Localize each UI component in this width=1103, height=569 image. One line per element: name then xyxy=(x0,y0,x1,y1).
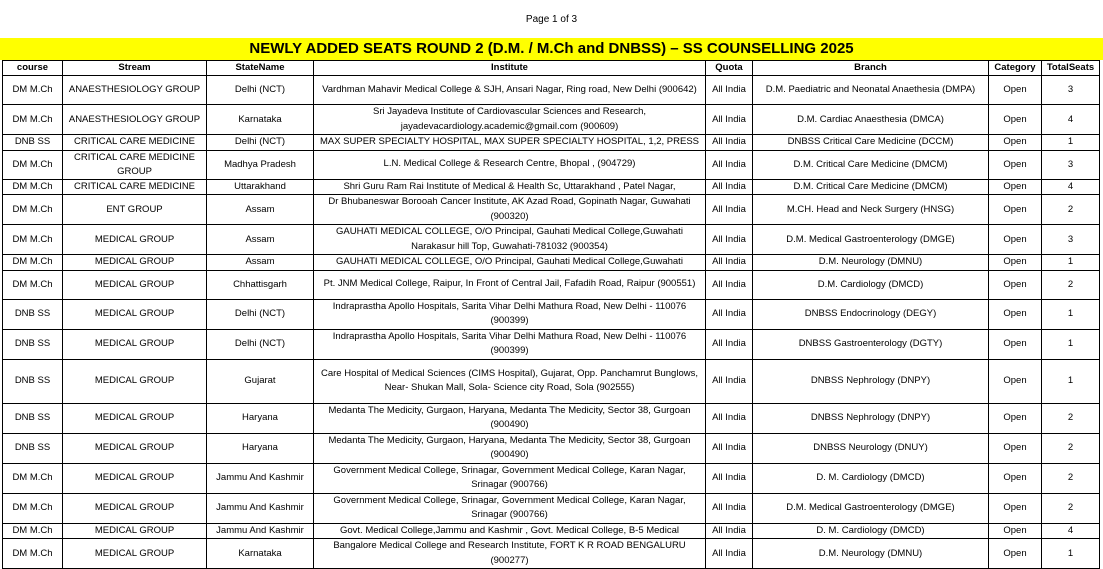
cell-institute: Bangalore Medical College and Research Institute, FORT K R ROAD BENGALURU (900277) xyxy=(314,539,706,569)
seats-table xyxy=(2,60,1100,569)
cell-state-name: Gujarat xyxy=(207,359,314,403)
cell-institute: Medanta The Medicity, Gurgaon, Haryana, Medanta The Medicity, Sector 38, Gurgoan (900490) xyxy=(314,403,706,433)
cell-branch: D. M. Cardiology (DMCD) xyxy=(753,523,989,539)
cell-quota: All India xyxy=(706,359,753,403)
cell-stream: MEDICAL GROUP xyxy=(63,493,207,523)
cell-category: Open xyxy=(989,329,1042,359)
cell-state-name: Haryana xyxy=(207,433,314,463)
cell-total-seats: 1 xyxy=(1042,135,1100,151)
cell-state-name: Delhi (NCT) xyxy=(207,135,314,151)
cell-category: Open xyxy=(989,493,1042,523)
header-total-seats: TotalSeats xyxy=(1042,61,1100,76)
cell-institute: Government Medical College, Srinagar, Government Medical College, Karan Nagar, Srinagar (900766) xyxy=(314,493,706,523)
cell-total-seats: 1 xyxy=(1042,329,1100,359)
cell-quota: All India xyxy=(706,195,753,225)
cell-stream: MEDICAL GROUP xyxy=(63,270,207,299)
cell-total-seats: 2 xyxy=(1042,463,1100,493)
cell-stream: CRITICAL CARE MEDICINE GROUP xyxy=(63,150,207,179)
cell-category: Open xyxy=(989,135,1042,151)
cell-total-seats: 4 xyxy=(1042,523,1100,539)
table-row xyxy=(3,225,1100,255)
cell-quota: All India xyxy=(706,270,753,299)
cell-institute: MAX SUPER SPECIALTY HOSPITAL, MAX SUPER SPECIALTY HOSPITAL, 1,2, PRESS xyxy=(314,135,706,151)
cell-branch: DNBSS Endocrinology (DEGY) xyxy=(753,299,989,329)
cell-quota: All India xyxy=(706,493,753,523)
cell-course: DM M.Ch xyxy=(3,270,63,299)
cell-course: DNB SS xyxy=(3,135,63,151)
cell-branch: DNBSS Critical Care Medicine (DCCM) xyxy=(753,135,989,151)
cell-state-name: Karnataka xyxy=(207,105,314,135)
table-row xyxy=(3,179,1100,195)
cell-category: Open xyxy=(989,179,1042,195)
cell-state-name: Jammu And Kashmir xyxy=(207,493,314,523)
cell-institute: Vardhman Mahavir Medical College & SJH, Ansari Nagar, Ring road, New Delhi (900642) xyxy=(314,76,706,105)
cell-institute: Shri Guru Ram Rai Institute of Medical & Health Sc, Uttarakhand , Patel Nagar, xyxy=(314,179,706,195)
cell-branch: D.M. Critical Care Medicine (DMCM) xyxy=(753,150,989,179)
cell-branch: DNBSS Nephrology (DNPY) xyxy=(753,359,989,403)
cell-quota: All India xyxy=(706,105,753,135)
cell-quota: All India xyxy=(706,76,753,105)
cell-course: DNB SS xyxy=(3,299,63,329)
cell-quota: All India xyxy=(706,255,753,271)
cell-stream: ANAESTHESIOLOGY GROUP xyxy=(63,76,207,105)
cell-total-seats: 4 xyxy=(1042,179,1100,195)
cell-state-name: Jammu And Kashmir xyxy=(207,463,314,493)
header-state-name: StateName xyxy=(207,61,314,76)
cell-course: DNB SS xyxy=(3,359,63,403)
header-row xyxy=(3,61,1100,76)
table-row xyxy=(3,493,1100,523)
table-row xyxy=(3,76,1100,105)
cell-stream: MEDICAL GROUP xyxy=(63,255,207,271)
cell-course: DM M.Ch xyxy=(3,493,63,523)
table-row xyxy=(3,433,1100,463)
cell-stream: MEDICAL GROUP xyxy=(63,329,207,359)
cell-state-name: Delhi (NCT) xyxy=(207,299,314,329)
table-row xyxy=(3,135,1100,151)
cell-total-seats: 2 xyxy=(1042,433,1100,463)
cell-state-name: Jammu And Kashmir xyxy=(207,523,314,539)
cell-stream: MEDICAL GROUP xyxy=(63,299,207,329)
cell-institute: Govt. Medical College,Jammu and Kashmir , Govt. Medical College, B-5 Medical xyxy=(314,523,706,539)
cell-course: DM M.Ch xyxy=(3,195,63,225)
cell-state-name: Assam xyxy=(207,255,314,271)
cell-institute: Medanta The Medicity, Gurgaon, Haryana, Medanta The Medicity, Sector 38, Gurgoan (900490) xyxy=(314,433,706,463)
cell-category: Open xyxy=(989,433,1042,463)
cell-stream: MEDICAL GROUP xyxy=(63,359,207,403)
cell-total-seats: 4 xyxy=(1042,105,1100,135)
cell-stream: MEDICAL GROUP xyxy=(63,523,207,539)
cell-total-seats: 1 xyxy=(1042,255,1100,271)
cell-state-name: Assam xyxy=(207,195,314,225)
cell-course: DM M.Ch xyxy=(3,463,63,493)
cell-course: DM M.Ch xyxy=(3,539,63,569)
cell-institute: Pt. JNM Medical College, Raipur, In Front of Central Jail, Fafadih Road, Raipur (900551) xyxy=(314,270,706,299)
header-institute: Institute xyxy=(314,61,706,76)
cell-stream: MEDICAL GROUP xyxy=(63,539,207,569)
cell-category: Open xyxy=(989,150,1042,179)
cell-total-seats: 3 xyxy=(1042,76,1100,105)
cell-institute: Sri Jayadeva Institute of Cardiovascular Sciences and Research, jayadevacardiology.academic@gmail.com (900609) xyxy=(314,105,706,135)
page-number: Page 1 of 3 xyxy=(525,14,578,25)
header-stream: Stream xyxy=(63,61,207,76)
cell-course: DM M.Ch xyxy=(3,225,63,255)
cell-quota: All India xyxy=(706,299,753,329)
cell-category: Open xyxy=(989,270,1042,299)
cell-stream: ANAESTHESIOLOGY GROUP xyxy=(63,105,207,135)
cell-category: Open xyxy=(989,523,1042,539)
cell-branch: D.M. Neurology (DMNU) xyxy=(753,539,989,569)
cell-state-name: Assam xyxy=(207,225,314,255)
cell-branch: D. M. Cardiology (DMCD) xyxy=(753,463,989,493)
cell-course: DM M.Ch xyxy=(3,523,63,539)
cell-state-name: Madhya Pradesh xyxy=(207,150,314,179)
cell-institute: Indraprastha Apollo Hospitals, Sarita Vihar Delhi Mathura Road, New Delhi - 110076 (900399) xyxy=(314,329,706,359)
header-category: Category xyxy=(989,61,1042,76)
cell-stream: MEDICAL GROUP xyxy=(63,463,207,493)
cell-total-seats: 2 xyxy=(1042,195,1100,225)
cell-quota: All India xyxy=(706,433,753,463)
cell-category: Open xyxy=(989,195,1042,225)
cell-institute: Care Hospital of Medical Sciences (CIMS Hospital), Gujarat, Opp. Panchamrut Bunglows, Near- Shukan Mall, Sola- Science city Road, Sola (902555) xyxy=(314,359,706,403)
cell-category: Open xyxy=(989,225,1042,255)
header-branch: Branch xyxy=(753,61,989,76)
cell-state-name: Delhi (NCT) xyxy=(207,76,314,105)
cell-branch: D.M. Neurology (DMNU) xyxy=(753,255,989,271)
cell-branch: D.M. Cardiac Anaesthesia (DMCA) xyxy=(753,105,989,135)
cell-quota: All India xyxy=(706,403,753,433)
cell-stream: ENT GROUP xyxy=(63,195,207,225)
cell-branch: DNBSS Nephrology (DNPY) xyxy=(753,403,989,433)
cell-quota: All India xyxy=(706,463,753,493)
table-row xyxy=(3,105,1100,135)
table-row xyxy=(3,523,1100,539)
cell-quota: All India xyxy=(706,150,753,179)
cell-total-seats: 1 xyxy=(1042,359,1100,403)
table-row xyxy=(3,255,1100,271)
cell-institute: Dr Bhubaneswar Borooah Cancer Institute, AK Azad Road, Gopinath Nagar, Guwahati (900320) xyxy=(314,195,706,225)
header-course: course xyxy=(3,61,63,76)
cell-category: Open xyxy=(989,299,1042,329)
table-row xyxy=(3,359,1100,403)
cell-state-name: Karnataka xyxy=(207,539,314,569)
cell-stream: MEDICAL GROUP xyxy=(63,403,207,433)
cell-category: Open xyxy=(989,539,1042,569)
cell-quota: All India xyxy=(706,135,753,151)
table-row xyxy=(3,195,1100,225)
cell-total-seats: 2 xyxy=(1042,270,1100,299)
cell-branch: DNBSS Gastroenterology (DGTY) xyxy=(753,329,989,359)
cell-course: DNB SS xyxy=(3,403,63,433)
cell-quota: All India xyxy=(706,179,753,195)
cell-quota: All India xyxy=(706,329,753,359)
cell-course: DM M.Ch xyxy=(3,105,63,135)
cell-state-name: Uttarakhand xyxy=(207,179,314,195)
table-row xyxy=(3,463,1100,493)
cell-institute: Indraprastha Apollo Hospitals, Sarita Vihar Delhi Mathura Road, New Delhi - 110076 (900399) xyxy=(314,299,706,329)
cell-state-name: Chhattisgarh xyxy=(207,270,314,299)
cell-total-seats: 2 xyxy=(1042,403,1100,433)
cell-category: Open xyxy=(989,105,1042,135)
cell-total-seats: 2 xyxy=(1042,493,1100,523)
table-row xyxy=(3,329,1100,359)
cell-state-name: Delhi (NCT) xyxy=(207,329,314,359)
cell-branch: D.M. Medical Gastroenterology (DMGE) xyxy=(753,225,989,255)
table-row xyxy=(3,150,1100,179)
header-quota: Quota xyxy=(706,61,753,76)
cell-course: DNB SS xyxy=(3,329,63,359)
cell-category: Open xyxy=(989,463,1042,493)
table-row xyxy=(3,270,1100,299)
cell-quota: All India xyxy=(706,523,753,539)
cell-course: DM M.Ch xyxy=(3,179,63,195)
table-row xyxy=(3,299,1100,329)
cell-course: DNB SS xyxy=(3,433,63,463)
table-row xyxy=(3,539,1100,569)
cell-branch: D.M. Paediatric and Neonatal Anaethesia (DMPA) xyxy=(753,76,989,105)
cell-quota: All India xyxy=(706,225,753,255)
cell-category: Open xyxy=(989,76,1042,105)
cell-branch: D.M. Cardiology (DMCD) xyxy=(753,270,989,299)
cell-total-seats: 3 xyxy=(1042,225,1100,255)
cell-state-name: Haryana xyxy=(207,403,314,433)
cell-branch: DNBSS Neurology (DNUY) xyxy=(753,433,989,463)
cell-total-seats: 3 xyxy=(1042,150,1100,179)
cell-branch: D.M. Medical Gastroenterology (DMGE) xyxy=(753,493,989,523)
cell-total-seats: 1 xyxy=(1042,539,1100,569)
cell-category: Open xyxy=(989,359,1042,403)
cell-quota: All India xyxy=(706,539,753,569)
cell-stream: MEDICAL GROUP xyxy=(63,433,207,463)
cell-category: Open xyxy=(989,403,1042,433)
cell-institute: GAUHATI MEDICAL COLLEGE, O/O Principal, Gauhati Medical College,Guwahati Narakasur hill Top, Guwahati-781032 (900354) xyxy=(314,225,706,255)
cell-total-seats: 1 xyxy=(1042,299,1100,329)
cell-branch: D.M. Critical Care Medicine (DMCM) xyxy=(753,179,989,195)
cell-institute: GAUHATI MEDICAL COLLEGE, O/O Principal, Gauhati Medical College,Guwahati xyxy=(314,255,706,271)
cell-course: DM M.Ch xyxy=(3,255,63,271)
cell-course: DM M.Ch xyxy=(3,76,63,105)
cell-stream: CRITICAL CARE MEDICINE xyxy=(63,179,207,195)
cell-category: Open xyxy=(989,255,1042,271)
cell-stream: MEDICAL GROUP xyxy=(63,225,207,255)
cell-branch: M.CH. Head and Neck Surgery (HNSG) xyxy=(753,195,989,225)
cell-stream: CRITICAL CARE MEDICINE xyxy=(63,135,207,151)
document-title: NEWLY ADDED SEATS ROUND 2 (D.M. / M.Ch and DNBSS) – SS COUNSELLING 2025 xyxy=(0,38,1103,60)
cell-institute: L.N. Medical College & Research Centre, Bhopal , (904729) xyxy=(314,150,706,179)
table-row xyxy=(3,403,1100,433)
cell-course: DM M.Ch xyxy=(3,150,63,179)
cell-institute: Government Medical College, Srinagar, Government Medical College, Karan Nagar, Srinagar (900766) xyxy=(314,463,706,493)
